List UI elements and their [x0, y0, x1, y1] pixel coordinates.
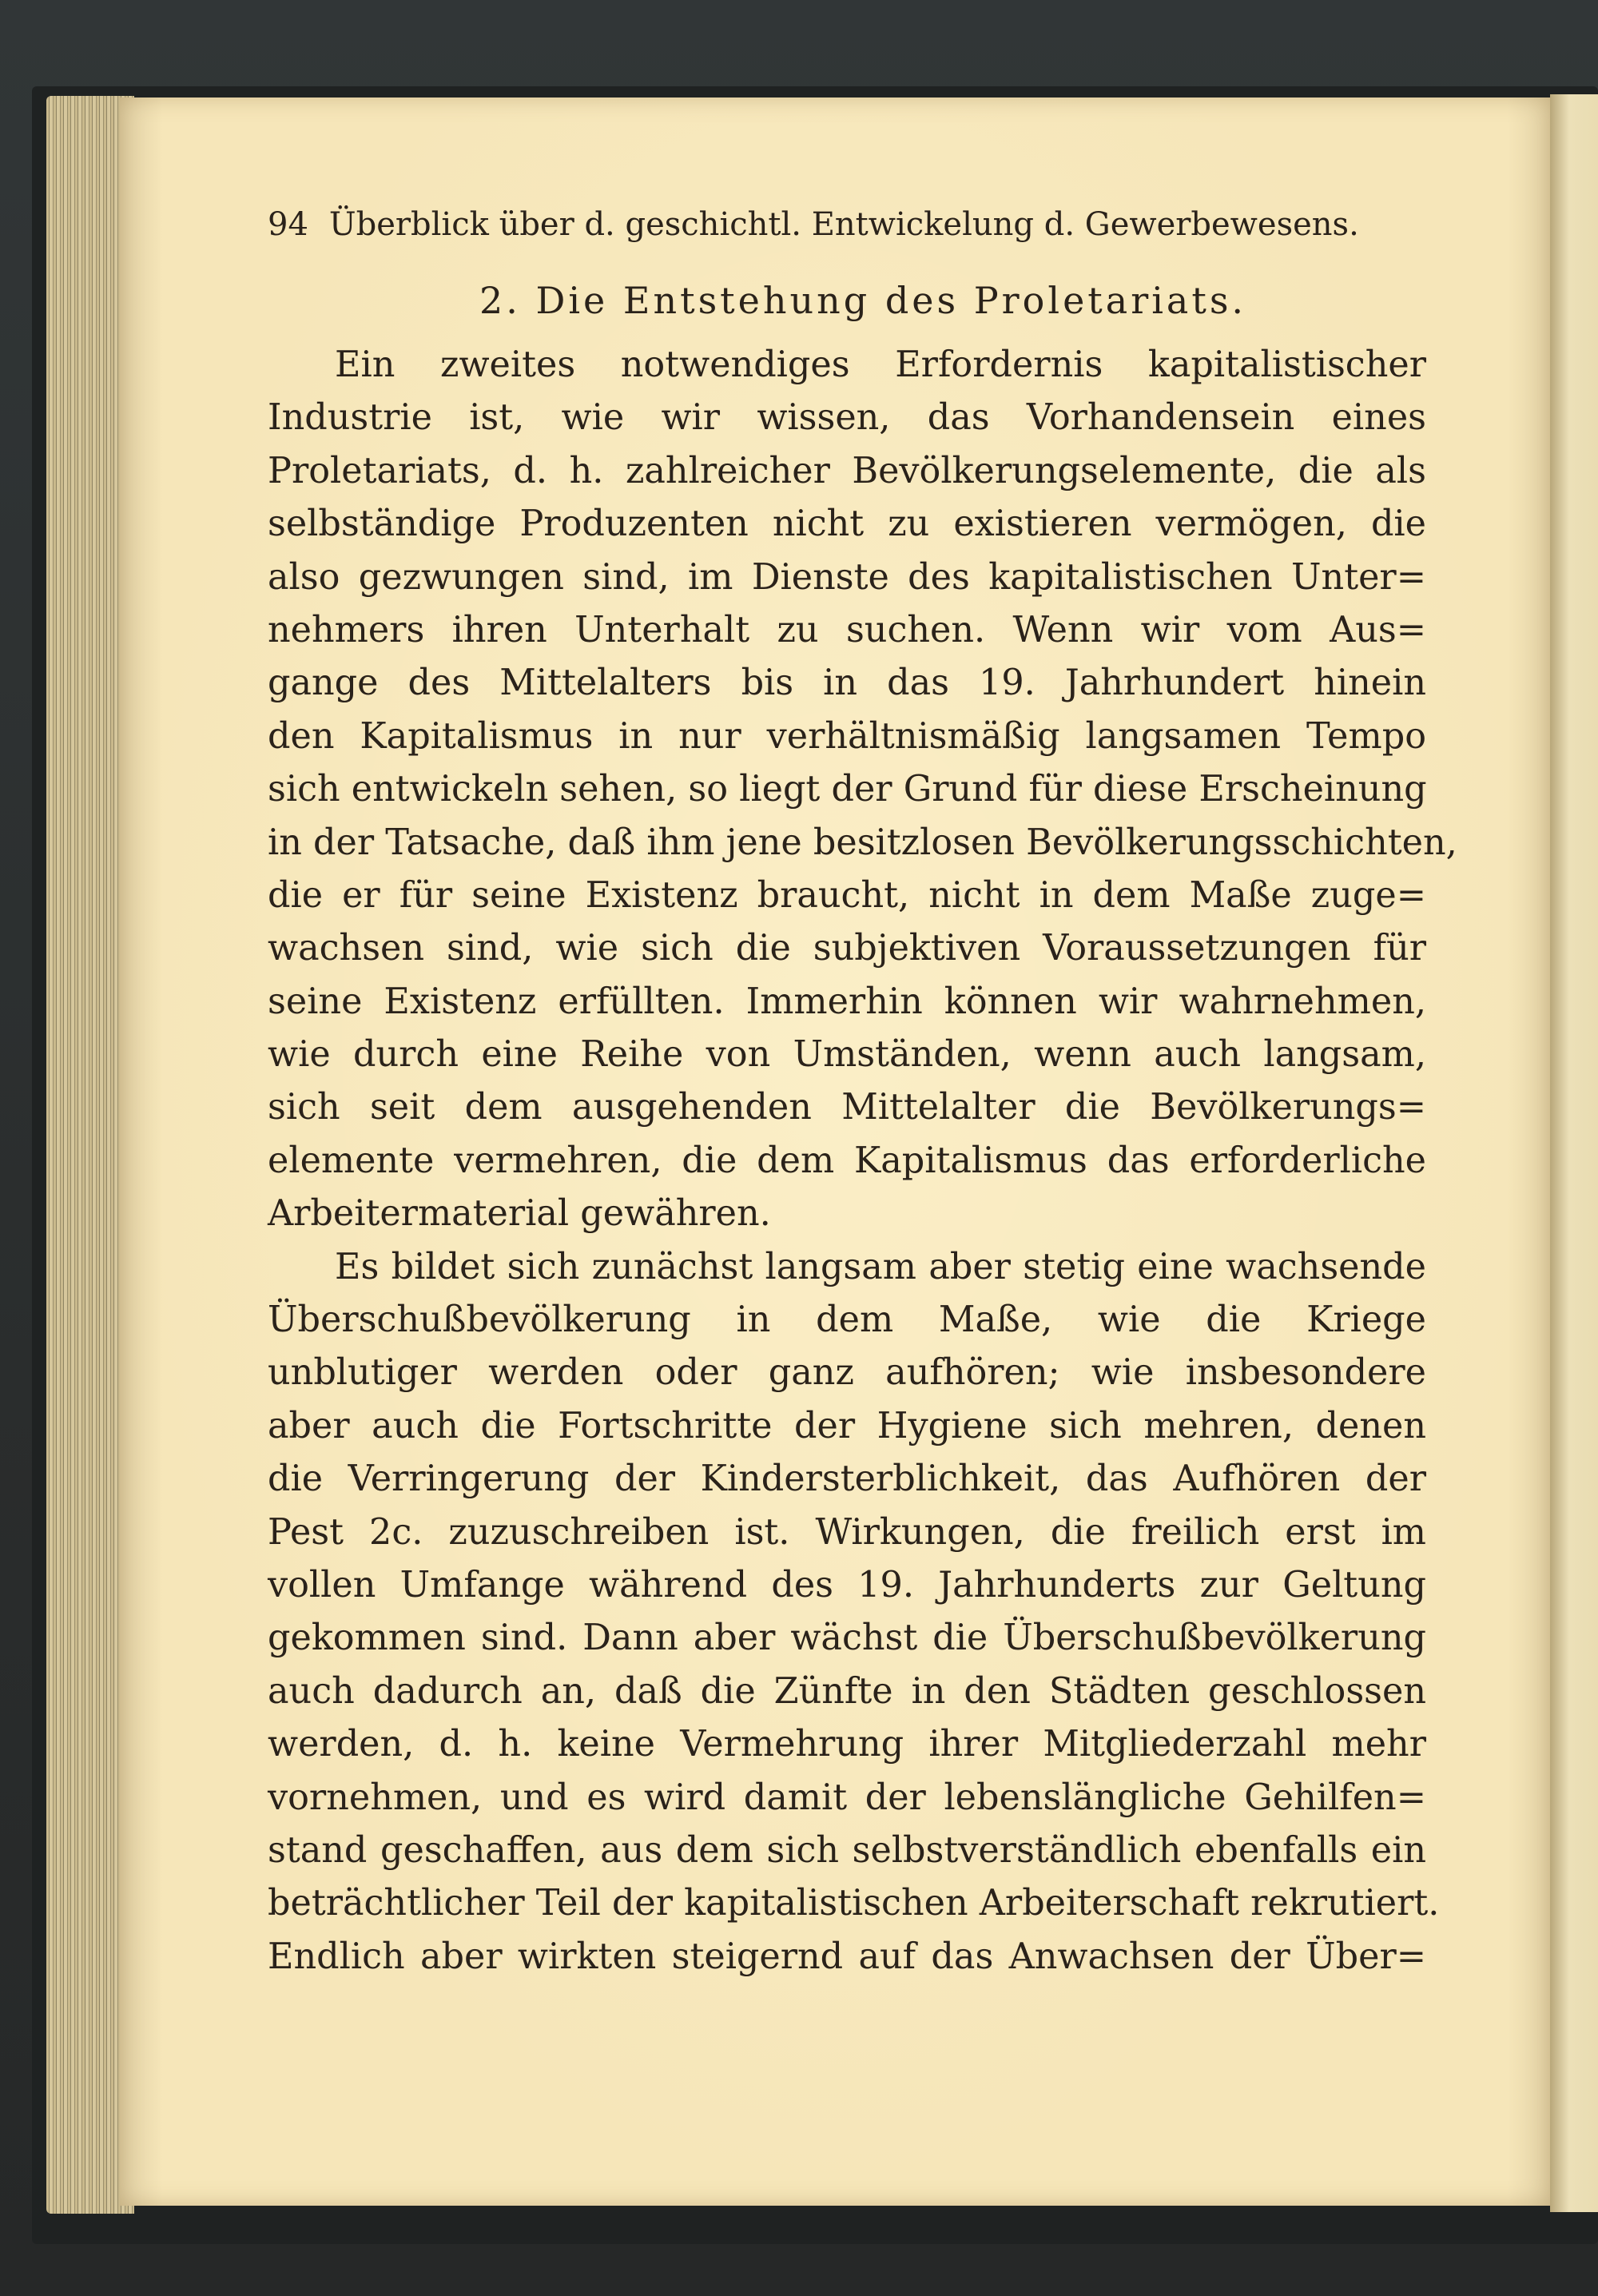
facing-page-edge [1550, 94, 1598, 2212]
body-line: den Kapitalismus in nur verhältnismäßig langsamen Tempo [268, 715, 1426, 757]
body-line: werden, d. h. keine Vermehrung ihrer Mitgliederzahl mehr [268, 1724, 1426, 1765]
body-line: sich seit dem ausgehenden Mittelalter die Bevölkerungs= [268, 1087, 1426, 1128]
body-line: Pest 2c. zuzuschreiben ist. Wirkungen, die freilich erst im [268, 1511, 1426, 1553]
body-line: gange des Mittelalters bis in das 19. Jahrhundert hinein [268, 663, 1426, 704]
body-line: Ein zweites notwendiges Erfordernis kapitalistischer [335, 344, 1426, 385]
section-heading: 2. Die Entstehung des Proletariats. [479, 279, 1247, 322]
body-line: in der Tatsache, daß ihm jene besitzlosen Bevölkerungsschichten, [268, 822, 1457, 863]
body-line: Proletariats, d. h. zahlreicher Bevölkerungselemente, die als [268, 450, 1426, 491]
body-line: gekommen sind. Dann aber wächst die Überschußbevölkerung [268, 1618, 1426, 1659]
body-line: die er für seine Existenz braucht, nicht in dem Maße zuge= [268, 874, 1426, 916]
running-title: Überblick über d. geschichtl. Entwickelung d. Gewerbewesens. [328, 206, 1359, 243]
body-line: vollen Umfange während des 19. Jahrhunderts zur Geltung [268, 1564, 1426, 1606]
body-line: seine Existenz erfüllten. Immerhin können wir wahrnehmen, [268, 981, 1426, 1022]
body-line: aber auch die Fortschritte der Hygiene sich mehren, denen [268, 1405, 1426, 1446]
body-line: unblutiger werden oder ganz aufhören; wie insbesondere [268, 1352, 1426, 1394]
body-line: stand geschaffen, aus dem sich selbstverständlich ebenfalls ein [268, 1829, 1426, 1871]
body-line: elemente vermehren, die dem Kapitalismus das erforderliche [268, 1140, 1426, 1181]
body-line: Es bildet sich zunächst langsam aber stetig eine wachsende [335, 1246, 1426, 1287]
body-line: also gezwungen sind, im Dienste des kapitalistischen Unter= [268, 556, 1426, 598]
running-head [268, 198, 1426, 262]
body-line: beträchtlicher Teil der kapitalistischen Arbeiterschaft rekrutiert. [268, 1883, 1440, 1924]
text-block [268, 198, 1457, 1984]
body-line: vornehmen, und es wird damit der lebenslängliche Gehilfen= [268, 1777, 1426, 1818]
body-line: Überschußbevölkerung in dem Maße, wie die Kriege [268, 1299, 1426, 1341]
body-line: sich entwickeln sehen, so liegt der Grund für diese Erscheinung [268, 769, 1427, 810]
body-line: nehmers ihren Unterhalt zu suchen. Wenn wir vom Aus= [268, 609, 1426, 651]
body-line: Arbeitermaterial gewähren. [268, 1193, 771, 1235]
body-line: wie durch eine Reihe von Umständen, wenn auch langsam, [268, 1034, 1426, 1076]
page-number: 94 [268, 206, 308, 243]
body-line: die Verringerung der Kindersterblichkeit, das Aufhören der [268, 1458, 1426, 1500]
body-line: Industrie ist, wie wir wissen, das Vorhandensein eines [268, 397, 1426, 439]
body-line: selbständige Produzenten nicht zu existieren vermögen, die [268, 503, 1426, 545]
body-line: auch dadurch an, daß die Zünfte in den Städten geschlossen [268, 1670, 1426, 1712]
body-line: wachsen sind, wie sich die subjektiven Voraussetzungen für [268, 928, 1426, 969]
body-line: Endlich aber wirkten steigernd auf das Anwachsen der Über= [268, 1936, 1426, 1977]
